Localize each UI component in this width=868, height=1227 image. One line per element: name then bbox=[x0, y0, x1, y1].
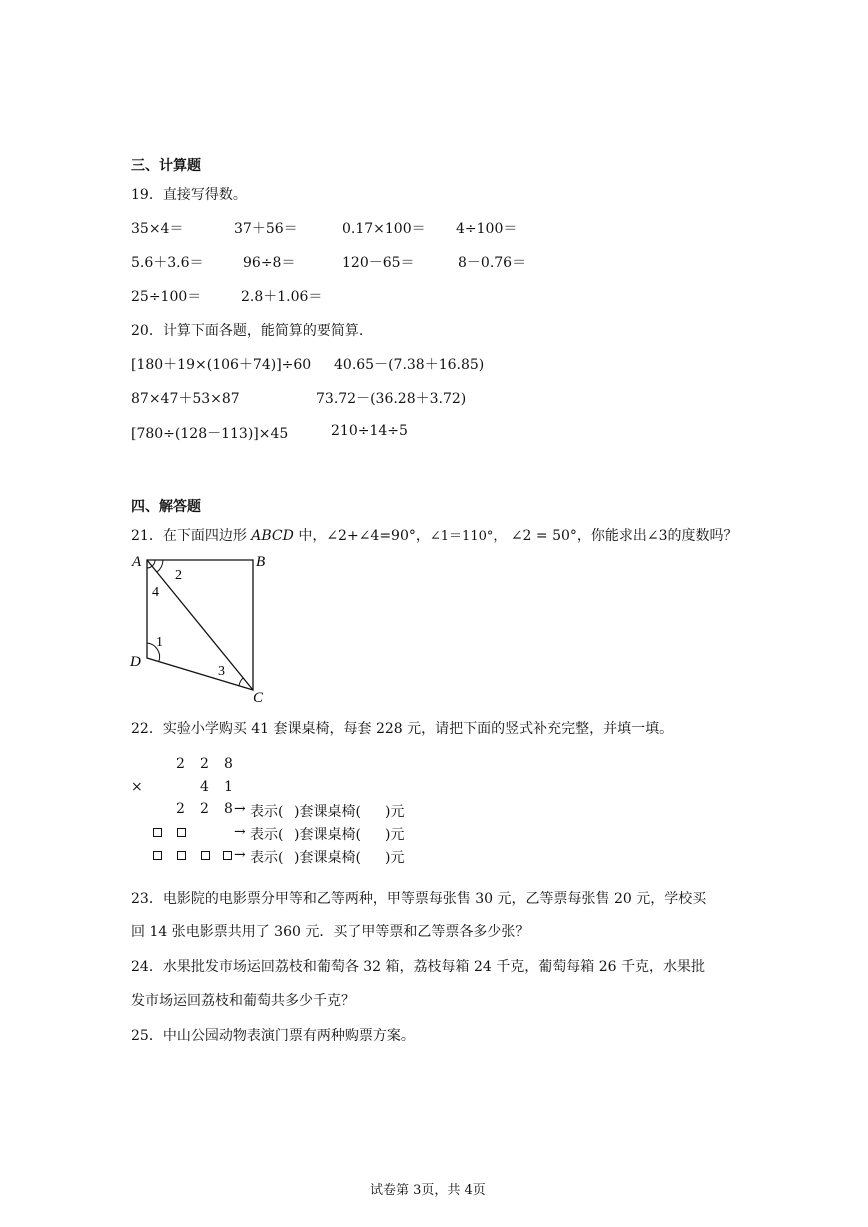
blank-box[interactable] bbox=[201, 847, 210, 863]
q19-item: 120－65＝ bbox=[342, 255, 415, 271]
partial-digit: 2 bbox=[200, 801, 209, 817]
q21-stem-mid: 中，∠2+∠4=90°， bbox=[293, 528, 430, 544]
line2-text-b: )套课桌椅( bbox=[294, 827, 361, 843]
question-20-stem: 20．计算下面各题，能简算的要简算. bbox=[131, 323, 364, 339]
section-4-title: 四、解答题 bbox=[131, 499, 201, 515]
line3-text-c: )元 bbox=[385, 850, 405, 866]
partial-digit: 8 bbox=[224, 801, 233, 817]
q19-item: 4÷100＝ bbox=[456, 221, 518, 237]
partial-digit: 2 bbox=[176, 801, 185, 817]
page-footer: 试卷第 3页，共 4页 bbox=[370, 1183, 486, 1198]
times-sign: × bbox=[131, 779, 143, 795]
multiplicand-digit: 2 bbox=[176, 756, 185, 772]
q21-stem-post: ∠2 = 50°，你能求出∠3的度数吗？ bbox=[506, 528, 738, 544]
line3-text-b: )套课桌椅( bbox=[294, 850, 361, 866]
line1-text-b: )套课桌椅( bbox=[294, 804, 361, 820]
question-19-stem: 19．直接写得数。 bbox=[131, 187, 247, 203]
q20-item: 210÷14÷5 bbox=[331, 423, 408, 439]
q21-angle1: ∠1＝110°， bbox=[429, 529, 507, 544]
blank-box[interactable] bbox=[177, 824, 186, 840]
q20-item: [180＋19×(106＋74)]÷60 bbox=[131, 357, 312, 373]
q19-item: 0.17×100＝ bbox=[342, 221, 426, 237]
line1-text-c: )元 bbox=[385, 804, 405, 820]
angle-3-arc bbox=[239, 678, 243, 686]
vertex-d-label: D bbox=[130, 654, 141, 670]
q21-shape-name: ABCD bbox=[251, 528, 294, 544]
multiplier-digit: 1 bbox=[224, 779, 233, 795]
multiplicand-digit: 8 bbox=[224, 756, 233, 772]
line3-text-a: 表示( bbox=[250, 850, 284, 866]
line1-text-a: 表示( bbox=[250, 804, 284, 820]
angle-3-label: 3 bbox=[218, 664, 225, 679]
arrow: → bbox=[234, 801, 246, 817]
q20-item: 87×47＋53×87 bbox=[131, 391, 240, 407]
question-23-line1: 23．电影院的电影票分甲等和乙等两种，甲等票每张售 30 元，乙等票每张售 20 元，学校买 bbox=[131, 891, 707, 907]
blank-box[interactable] bbox=[153, 824, 162, 840]
line2-text-a: 表示( bbox=[250, 827, 284, 843]
line2-text-c: )元 bbox=[385, 827, 405, 843]
q19-item: 37＋56＝ bbox=[234, 221, 298, 237]
vertex-b-label: B bbox=[256, 554, 266, 570]
angle-1-label: 1 bbox=[156, 635, 163, 650]
vertex-c-label: C bbox=[253, 690, 264, 706]
q19-item: 25÷100＝ bbox=[131, 289, 202, 305]
section-3-title: 三、计算题 bbox=[131, 158, 201, 174]
q19-item: 96÷8＝ bbox=[243, 255, 296, 271]
quadrilateral-figure bbox=[125, 548, 275, 708]
vertex-a-label: A bbox=[132, 554, 142, 570]
multiplier-digit: 4 bbox=[200, 779, 209, 795]
angle-2-arc bbox=[157, 560, 163, 572]
multiplicand-digit: 2 bbox=[200, 756, 209, 772]
q19-item: 5.6＋3.6＝ bbox=[131, 255, 204, 271]
q21-stem-pre: 21．在下面四边形 bbox=[131, 528, 252, 544]
q20-item: 40.65－(7.38＋16.85) bbox=[334, 357, 485, 373]
question-24-line2: 发市场运回荔枝和葡萄共多少千克？ bbox=[131, 993, 355, 1009]
arrow: → bbox=[234, 847, 246, 863]
q20-item: [780÷(128－113)]×45 bbox=[131, 426, 289, 442]
q19-item: 35×4＝ bbox=[131, 221, 184, 237]
arrow: → bbox=[234, 824, 246, 840]
q19-item: 8－0.76＝ bbox=[458, 255, 527, 271]
q19-item: 2.8＋1.06＝ bbox=[241, 289, 323, 305]
blank-box[interactable] bbox=[153, 847, 162, 863]
angle-2-label: 2 bbox=[175, 568, 182, 583]
blank-box[interactable] bbox=[177, 847, 186, 863]
question-24-line1: 24．水果批发市场运回荔枝和葡萄各 32 箱，荔枝每箱 24 千克，葡萄每箱 26 千克，水果批 bbox=[131, 959, 705, 975]
question-22-stem: 22．实验小学购买 41 套课桌椅，每套 228 元，请把下面的竖式补充完整，并填一填。 bbox=[131, 721, 674, 737]
q20-item: 73.72－(36.28＋3.72) bbox=[316, 391, 467, 407]
question-25-stem: 25．中山公园动物表演门票有两种购票方案。 bbox=[131, 1028, 415, 1044]
question-21-stem bbox=[131, 525, 738, 545]
blank-box[interactable] bbox=[223, 847, 232, 863]
question-23-line2: 回 14 张电影票共用了 360 元．买了甲等票和乙等票各多少张？ bbox=[131, 924, 530, 940]
diagonal-ac bbox=[147, 560, 253, 690]
angle-4-label: 4 bbox=[152, 585, 159, 600]
